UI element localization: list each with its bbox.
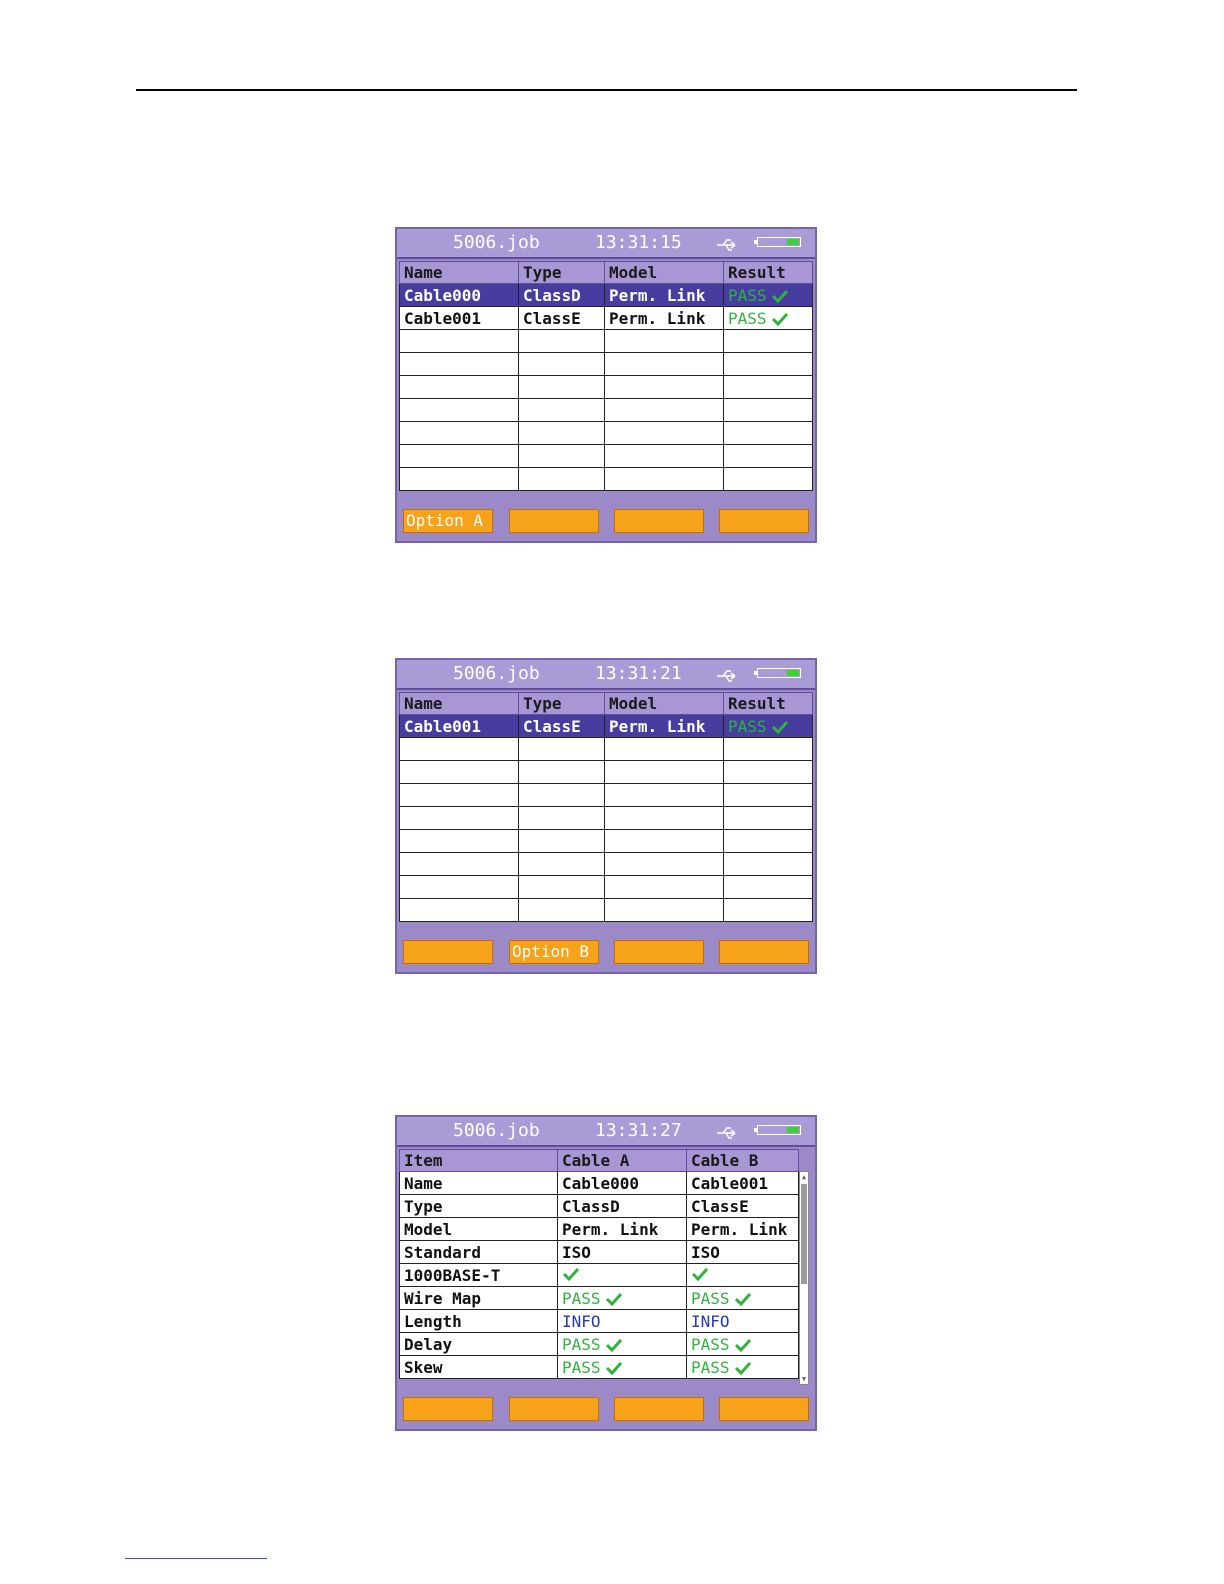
vertical-scrollbar[interactable] — [799, 1171, 809, 1385]
pass-label: PASS — [728, 308, 767, 328]
col-header-type[interactable]: Type — [519, 693, 605, 715]
cell-result — [724, 307, 813, 330]
check-icon — [605, 1292, 623, 1306]
page-header-rule — [136, 89, 1077, 91]
cell-a: Cable000 — [558, 1172, 687, 1195]
cell-b: Cable001 — [687, 1172, 799, 1195]
clock: 13:31:27 — [595, 1120, 682, 1141]
empty-row — [400, 853, 813, 876]
col-header-cable-b[interactable]: Cable B — [687, 1150, 799, 1172]
check-icon — [771, 720, 789, 734]
softkey-2[interactable] — [509, 1397, 599, 1421]
check-icon — [562, 1267, 580, 1281]
softkey-1[interactable] — [403, 1397, 493, 1421]
cell-b: Perm. Link — [687, 1218, 799, 1241]
table-row[interactable] — [400, 1172, 799, 1195]
job-name: 5006.job — [453, 1120, 540, 1141]
pass-label: PASS — [562, 1334, 601, 1354]
col-header-result[interactable]: Result — [724, 262, 813, 284]
cell-b — [687, 1333, 799, 1356]
usb-icon — [715, 234, 741, 262]
clock: 13:31:21 — [595, 663, 682, 684]
empty-row — [400, 807, 813, 830]
cell-a: Perm. Link — [558, 1218, 687, 1241]
cell-item: Type — [400, 1195, 558, 1218]
table-row[interactable] — [400, 1333, 799, 1356]
table-row[interactable] — [400, 715, 813, 738]
cell-item: Skew — [400, 1356, 558, 1379]
table-row[interactable] — [400, 1356, 799, 1379]
scroll-thumb[interactable] — [801, 1184, 807, 1284]
softkey-3[interactable] — [614, 1397, 704, 1421]
cell-a — [558, 1356, 687, 1379]
usb-icon — [715, 665, 741, 693]
softkey-4[interactable] — [719, 940, 809, 964]
cell-name: Cable001 — [400, 715, 519, 738]
empty-row — [400, 738, 813, 761]
cell-a: ISO — [558, 1241, 687, 1264]
cell-b — [687, 1264, 799, 1287]
cell-model: Perm. Link — [605, 307, 724, 330]
softkey-1[interactable] — [403, 940, 493, 964]
cell-a — [558, 1333, 687, 1356]
empty-row — [400, 330, 813, 353]
empty-row — [400, 876, 813, 899]
check-icon — [734, 1292, 752, 1306]
table-row[interactable] — [400, 284, 813, 307]
footnote-rule — [125, 1558, 267, 1559]
softkey-1[interactable]: Option A — [403, 509, 493, 533]
col-header-model[interactable]: Model — [605, 693, 724, 715]
cell-b: ClassE — [687, 1195, 799, 1218]
empty-row — [400, 899, 813, 922]
check-icon — [734, 1361, 752, 1375]
col-header-cable-a[interactable]: Cable A — [558, 1150, 687, 1172]
cell-model: Perm. Link — [605, 715, 724, 738]
table-row[interactable] — [400, 1264, 799, 1287]
cell-b — [687, 1356, 799, 1379]
softkey-bar — [397, 1389, 815, 1429]
softkey-bar — [397, 501, 815, 541]
tester-screen-compare — [395, 1115, 817, 1431]
title-bar — [397, 1117, 815, 1147]
pass-label: PASS — [562, 1357, 601, 1377]
softkey-2[interactable] — [509, 509, 599, 533]
empty-row — [400, 399, 813, 422]
softkey-4[interactable] — [719, 509, 809, 533]
cell-item: Wire Map — [400, 1287, 558, 1310]
softkey-2[interactable]: Option B — [509, 940, 599, 964]
table-row[interactable] — [400, 1287, 799, 1310]
table-row[interactable] — [400, 1241, 799, 1264]
cell-b — [687, 1310, 799, 1333]
pass-label: PASS — [728, 716, 767, 736]
softkey-3[interactable] — [614, 509, 704, 533]
softkey-4[interactable] — [719, 1397, 809, 1421]
cell-type: ClassE — [519, 715, 605, 738]
cell-a: ClassD — [558, 1195, 687, 1218]
pass-label: PASS — [691, 1357, 730, 1377]
results-table — [399, 261, 813, 491]
check-icon — [605, 1338, 623, 1352]
pass-label: PASS — [562, 1288, 601, 1308]
empty-row — [400, 468, 813, 491]
cell-name: Cable000 — [400, 284, 519, 307]
pass-label: PASS — [691, 1334, 730, 1354]
title-bar — [397, 229, 815, 259]
title-bar — [397, 660, 815, 690]
check-icon — [771, 289, 789, 303]
job-name: 5006.job — [453, 663, 540, 684]
pass-label: PASS — [691, 1288, 730, 1308]
empty-row — [400, 445, 813, 468]
cell-result — [724, 715, 813, 738]
empty-row — [400, 376, 813, 399]
check-icon — [734, 1338, 752, 1352]
empty-row — [400, 761, 813, 784]
softkey-3[interactable] — [614, 940, 704, 964]
table-row[interactable] — [400, 307, 813, 330]
cell-a — [558, 1310, 687, 1333]
cell-a — [558, 1264, 687, 1287]
results-table — [399, 692, 813, 922]
check-icon — [605, 1361, 623, 1375]
check-icon — [691, 1267, 709, 1281]
tester-screen-job-list-filtered — [395, 658, 817, 974]
col-header-item[interactable]: Item — [400, 1150, 558, 1172]
check-icon — [771, 312, 789, 326]
usb-icon — [715, 1122, 741, 1150]
cell-b: ISO — [687, 1241, 799, 1264]
cell-result — [724, 284, 813, 307]
cell-item: Model — [400, 1218, 558, 1241]
empty-row — [400, 422, 813, 445]
battery-icon — [757, 237, 801, 247]
clock: 13:31:15 — [595, 232, 682, 253]
empty-row — [400, 830, 813, 853]
empty-row — [400, 784, 813, 807]
battery-icon — [757, 1125, 801, 1135]
tester-screen-job-list — [395, 227, 817, 543]
compare-table — [399, 1149, 799, 1379]
cell-item: Standard — [400, 1241, 558, 1264]
cell-item: 1000BASE-T — [400, 1264, 558, 1287]
cell-type: ClassE — [519, 307, 605, 330]
col-header-name[interactable]: Name — [400, 693, 519, 715]
col-header-name[interactable]: Name — [400, 262, 519, 284]
pass-label: PASS — [728, 285, 767, 305]
battery-icon — [757, 668, 801, 678]
col-header-type[interactable]: Type — [519, 262, 605, 284]
table-row[interactable] — [400, 1218, 799, 1241]
cell-item: Length — [400, 1310, 558, 1333]
table-row[interactable] — [400, 1310, 799, 1333]
empty-row — [400, 353, 813, 376]
table-row[interactable] — [400, 1195, 799, 1218]
cell-item: Name — [400, 1172, 558, 1195]
col-header-model[interactable]: Model — [605, 262, 724, 284]
softkey-bar — [397, 932, 815, 972]
info-label: INFO — [691, 1311, 730, 1331]
cell-a — [558, 1287, 687, 1310]
info-label: INFO — [562, 1311, 601, 1331]
cell-model: Perm. Link — [605, 284, 724, 307]
col-header-result[interactable]: Result — [724, 693, 813, 715]
cell-item: Delay — [400, 1333, 558, 1356]
cell-b — [687, 1287, 799, 1310]
scroll-down-icon[interactable]: ▼ — [801, 1375, 807, 1383]
scroll-up-icon[interactable]: ▲ — [801, 1173, 807, 1181]
job-name: 5006.job — [453, 232, 540, 253]
cell-name: Cable001 — [400, 307, 519, 330]
cell-type: ClassD — [519, 284, 605, 307]
